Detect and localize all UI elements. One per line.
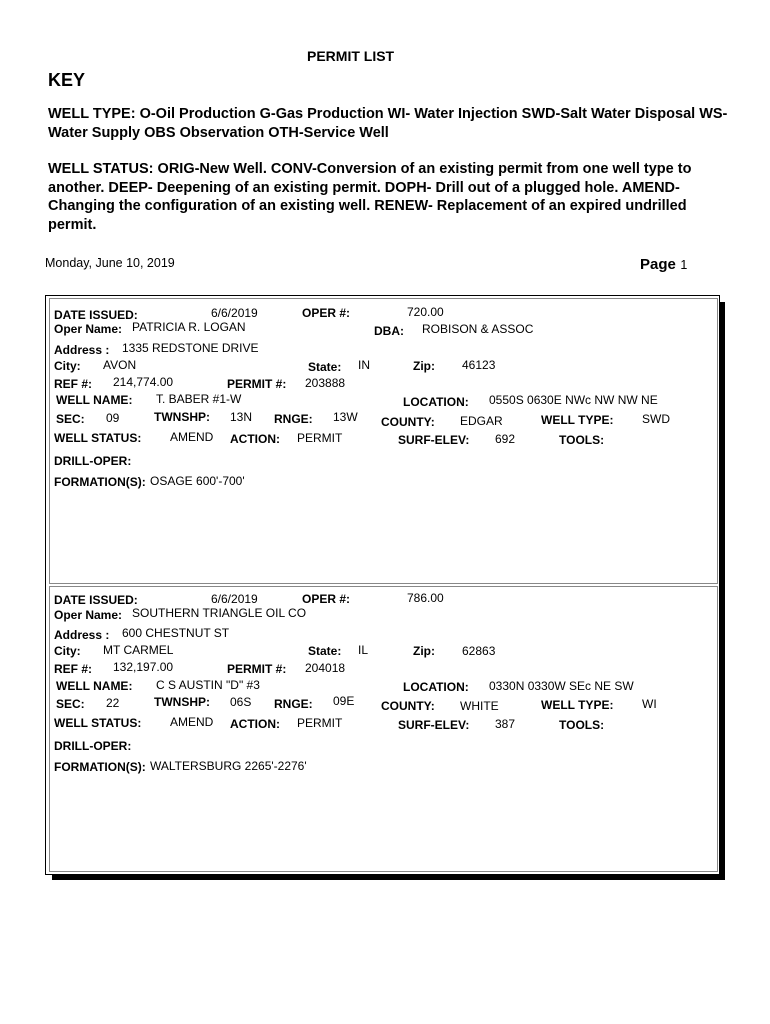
- oper-name-label: Oper Name:: [54, 322, 123, 336]
- address-value: 1335 REDSTONE DRIVE: [122, 341, 259, 355]
- oper-name-value: SOUTHERN TRIANGLE OIL CO: [132, 606, 307, 620]
- rnge-value: 13W: [333, 410, 358, 424]
- ref-label: REF #:: [54, 377, 93, 391]
- tools-label: TOOLS:: [559, 433, 605, 447]
- date-issued-label: DATE ISSUED:: [54, 308, 138, 322]
- formations-label: FORMATION(S):: [54, 760, 146, 774]
- formations-value: WALTERSBURG 2265'-2276': [150, 759, 307, 773]
- formations-value: OSAGE 600'-700': [150, 474, 245, 488]
- state-label: State:: [308, 644, 342, 658]
- oper-no-value: 786.00: [407, 591, 444, 605]
- well-status-label: WELL STATUS:: [54, 716, 142, 730]
- action-value: PERMIT: [297, 431, 343, 445]
- dba-label: DBA:: [374, 324, 404, 338]
- formations-label: FORMATION(S):: [54, 475, 146, 489]
- dba-value: ROBISON & ASSOC: [422, 322, 534, 336]
- rnge-value: 09E: [333, 694, 355, 708]
- date-issued-value: 6/6/2019: [211, 306, 258, 320]
- zip-value: 46123: [462, 358, 496, 372]
- surf-elev-value: 387: [495, 717, 516, 731]
- sec-value: 22: [106, 696, 120, 710]
- well-type-key: WELL TYPE: O-Oil Production G-Gas Production WI- Water Injection SWD-Salt Water Disposal WS-Water Supply OBS Observation OTH-Service Well: [48, 106, 728, 141]
- drill-oper-label: DRILL-OPER:: [54, 454, 132, 468]
- ref-label: REF #:: [54, 662, 93, 676]
- report-date: Monday, June 10, 2019: [45, 256, 175, 270]
- date-issued-value: 6/6/2019: [211, 592, 258, 606]
- permit-no-value: 203888: [305, 376, 346, 390]
- oper-no-label: OPER #:: [302, 306, 351, 320]
- address-value: 600 CHESTNUT ST: [122, 626, 230, 640]
- twnshp-value: 06S: [230, 695, 252, 709]
- state-value: IN: [358, 358, 370, 372]
- well-type-label: WELL TYPE:: [541, 413, 614, 427]
- well-status-value: AMEND: [170, 715, 214, 729]
- well-name-value: T. BABER #1-W: [156, 392, 242, 406]
- sec-value: 09: [106, 411, 120, 425]
- twnshp-label: TWNSHP:: [154, 695, 210, 709]
- twnshp-value: 13N: [230, 410, 253, 424]
- tools-label: TOOLS:: [559, 718, 605, 732]
- drill-oper-label: DRILL-OPER:: [54, 739, 132, 753]
- well-name-label: WELL NAME:: [56, 679, 133, 693]
- page-number: 1: [680, 258, 688, 272]
- date-issued-label: DATE ISSUED:: [54, 593, 138, 607]
- key-heading: KEY: [48, 70, 86, 90]
- county-value: EDGAR: [460, 414, 503, 428]
- oper-name-label: Oper Name:: [54, 608, 123, 622]
- location-value: 0550S 0630E NWc NW NW NE: [489, 393, 658, 407]
- twnshp-label: TWNSHP:: [154, 410, 210, 424]
- well-status-label: WELL STATUS:: [54, 431, 142, 445]
- oper-name-value: PATRICIA R. LOGAN: [132, 320, 246, 334]
- well-status-key: WELL STATUS: ORIG-New Well. CONV-Conversion of an existing permit from one well type to another. DEEP- Deepening of an existing permit. DOPH- Drill out of a plugged hole. AMEND-Changing the configuration of an existing well. RENEW- Replacement of an expired undrilled permit.: [48, 161, 692, 233]
- well-name-label: WELL NAME:: [56, 393, 133, 407]
- action-label: ACTION:: [230, 432, 280, 446]
- zip-label: Zip:: [413, 644, 435, 658]
- action-label: ACTION:: [230, 717, 280, 731]
- well-type-value: SWD: [642, 412, 670, 426]
- city-value: MT CARMEL: [103, 643, 174, 657]
- rnge-label: RNGE:: [274, 697, 313, 711]
- surf-elev-label: SURF-ELEV:: [398, 433, 470, 447]
- city-label: City:: [54, 644, 81, 658]
- well-name-value: C S AUSTIN "D" #3: [156, 678, 260, 692]
- action-value: PERMIT: [297, 716, 343, 730]
- oper-no-value: 720.00: [407, 305, 444, 319]
- surf-elev-label: SURF-ELEV:: [398, 718, 470, 732]
- location-label: LOCATION:: [403, 395, 469, 409]
- permit-record: [49, 586, 718, 872]
- location-label: LOCATION:: [403, 680, 469, 694]
- permit-no-label: PERMIT #:: [227, 377, 287, 391]
- location-value: 0330N 0330W SEc NE SW: [489, 679, 634, 693]
- permit-no-value: 204018: [305, 661, 346, 675]
- permit-record: [49, 298, 718, 584]
- page-label: Page: [640, 256, 676, 273]
- well-type-label: WELL TYPE:: [541, 698, 614, 712]
- sec-label: SEC:: [56, 697, 85, 711]
- city-label: City:: [54, 359, 81, 373]
- state-value: IL: [358, 643, 369, 657]
- rnge-label: RNGE:: [274, 412, 313, 426]
- ref-value: 214,774.00: [113, 375, 174, 389]
- page-indicator: [640, 256, 687, 274]
- county-label: COUNTY:: [381, 699, 435, 713]
- well-status-value: AMEND: [170, 430, 214, 444]
- zip-value: 62863: [462, 644, 496, 658]
- sec-label: SEC:: [56, 412, 85, 426]
- county-label: COUNTY:: [381, 415, 435, 429]
- well-type-value: WI: [642, 697, 657, 711]
- zip-label: Zip:: [413, 359, 435, 373]
- ref-value: 132,197.00: [113, 660, 174, 674]
- city-value: AVON: [103, 358, 137, 372]
- permit-no-label: PERMIT #:: [227, 662, 287, 676]
- state-label: State:: [308, 360, 342, 374]
- surf-elev-value: 692: [495, 432, 516, 446]
- page-title: PERMIT LIST: [307, 48, 395, 64]
- oper-no-label: OPER #:: [302, 592, 351, 606]
- address-label: Address :: [54, 628, 110, 642]
- address-label: Address :: [54, 343, 110, 357]
- county-value: WHITE: [460, 699, 499, 713]
